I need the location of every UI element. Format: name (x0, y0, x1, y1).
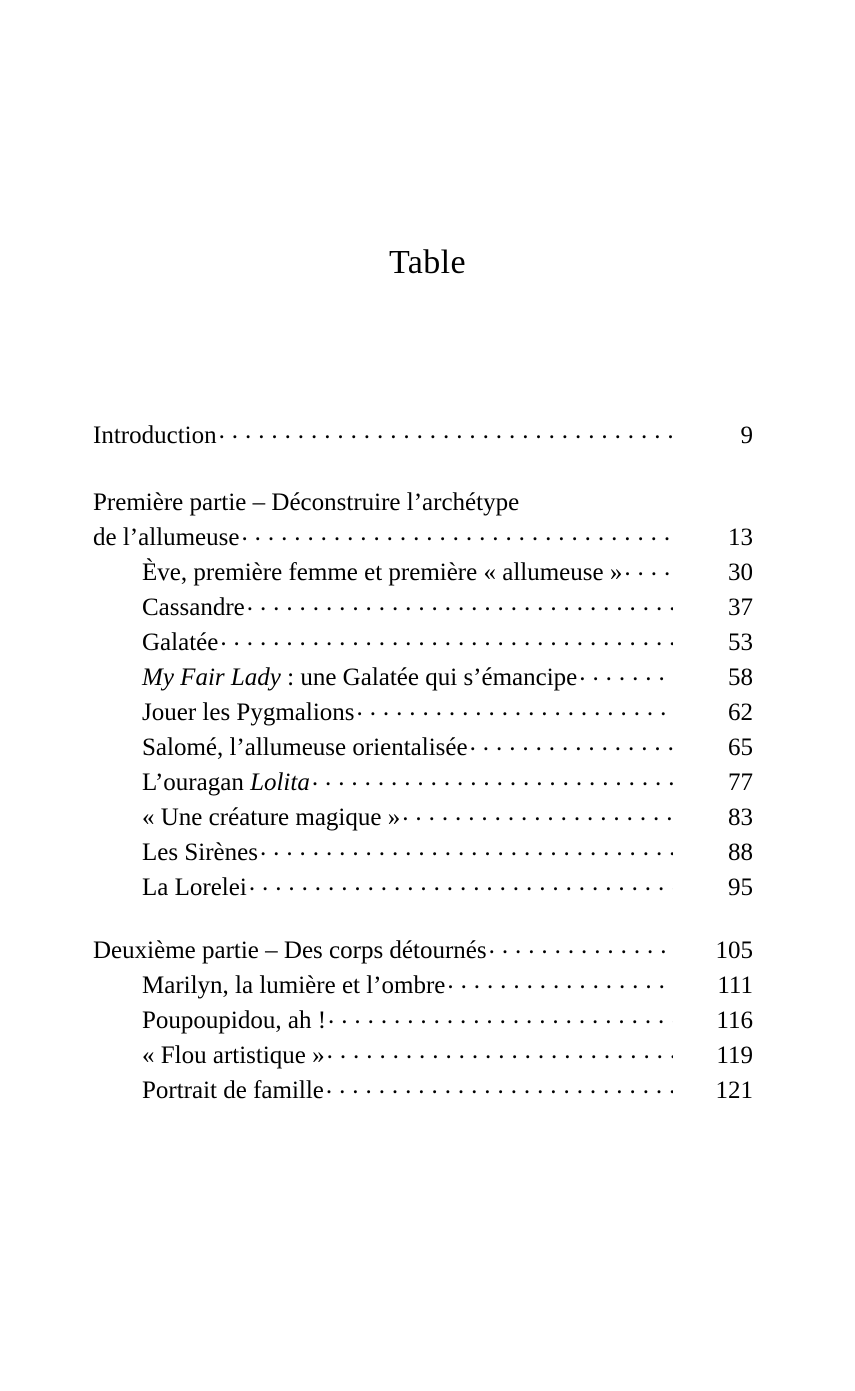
toc-entry-label: Deuxième partie – Des corps détournés (93, 937, 487, 964)
toc-entry-label (142, 661, 579, 695)
toc-entry-salome[interactable] (142, 730, 753, 765)
dot-leader (247, 590, 673, 615)
dot-leader (470, 730, 673, 755)
toc-entry-page-number: 88 (728, 839, 753, 866)
toc-entry-page-number: 30 (728, 559, 753, 586)
dot-leader (326, 1073, 673, 1098)
toc-entry-label: Cassandre (142, 594, 245, 621)
toc-entry-my-fair-lady[interactable] (142, 660, 753, 695)
dot-leader (447, 968, 673, 993)
toc-entry-label: Salomé, l’allumeuse orientalisée (142, 734, 468, 761)
section-gap (93, 905, 753, 933)
toc-entry-page-number: 65 (728, 734, 753, 761)
toc-entry-page-number: 105 (715, 937, 753, 964)
toc-entry-label: Ève, première femme et première « allumeuse » (142, 559, 623, 586)
dot-leader (624, 555, 673, 580)
toc-entry-une-creature-magique[interactable] (142, 800, 753, 835)
toc-entry-galatee[interactable] (142, 625, 753, 660)
dot-leader (241, 520, 673, 545)
toc-entry-poupoupidou[interactable] (142, 1003, 753, 1038)
dot-leader (327, 1038, 673, 1063)
dot-leader (220, 625, 673, 650)
toc-entry-label-prefix: L’ouragan (142, 769, 251, 796)
table-of-contents (93, 418, 753, 1108)
toc-entry-flou-artistique[interactable] (142, 1038, 753, 1073)
toc-entry-heading-second-line (93, 520, 753, 555)
toc-entry-page-number: 119 (716, 1042, 753, 1069)
toc-entry-page-number: 37 (728, 594, 753, 621)
toc-entry-label-line-2: de l’allumeuse (93, 524, 240, 551)
toc-entry-label (142, 766, 312, 800)
toc-entry-label: La Lorelei (142, 874, 247, 901)
toc-entry-page-number: 58 (728, 664, 753, 691)
dot-leader (249, 870, 673, 895)
toc-entry-page-number: 9 (740, 422, 753, 449)
toc-entry-la-lorelei[interactable] (142, 870, 753, 905)
toc-entry-label: « Une créature magique » (142, 804, 401, 831)
toc-entry-label: Jouer les Pygmalions (142, 699, 355, 726)
toc-entry-label: Poupoupidou, ah ! (142, 1007, 327, 1034)
dot-leader (489, 933, 673, 958)
toc-entry-page-number: 111 (717, 972, 753, 999)
toc-entry-page-number: 62 (728, 699, 753, 726)
toc-entry-label: Galatée (142, 629, 219, 656)
toc-entry-label-rest: : une Galatée qui s’émancipe (280, 664, 578, 691)
dot-leader (357, 695, 674, 720)
dot-leader (312, 765, 673, 790)
toc-entry-page-number: 53 (728, 629, 753, 656)
toc-entry-cassandre[interactable] (142, 590, 753, 625)
section-gap (93, 453, 753, 486)
dot-leader (260, 835, 673, 860)
toc-entry-label: Marilyn, la lumière et l’ombre (142, 972, 446, 999)
toc-entry-label: Les Sirènes (142, 839, 258, 866)
toc-entry-label-italic: My Fair Lady (142, 664, 281, 691)
toc-entry-les-sirenes[interactable] (142, 835, 753, 870)
toc-entry-eve[interactable] (142, 555, 753, 590)
toc-entry-page-number: 77 (728, 769, 753, 796)
page-title: Table (388, 244, 467, 281)
toc-entry-label: Portrait de famille (142, 1077, 324, 1104)
toc-entry-label-italic: Lolita (250, 769, 310, 796)
toc-entry-deuxieme-partie[interactable] (93, 933, 753, 968)
dot-leader (579, 660, 673, 685)
toc-entry-jouer-les-pygmalions[interactable] (142, 695, 753, 730)
dot-leader (219, 418, 673, 443)
toc-entry-page-number: 121 (715, 1077, 753, 1104)
toc-entry-portrait-de-famille[interactable] (142, 1073, 753, 1108)
toc-entry-marilyn[interactable] (142, 968, 753, 1003)
toc-entry-page-number: 83 (728, 804, 753, 831)
toc-entry-label-line-1: Première partie – Déconstruire l’archétype (93, 489, 520, 516)
toc-entry-page-number: 13 (728, 524, 753, 551)
toc-entry-page-number: 116 (716, 1007, 753, 1034)
toc-entry-introduction[interactable] (93, 418, 753, 453)
toc-entry-label: « Flou artistique » (142, 1042, 325, 1069)
toc-entry-premiere-partie[interactable] (93, 486, 753, 555)
dot-leader (328, 1003, 673, 1028)
toc-entry-louragan-lolita[interactable] (142, 765, 753, 800)
toc-entry-label: Introduction (93, 422, 217, 449)
dot-leader (402, 800, 673, 825)
toc-entry-page-number: 95 (728, 874, 753, 901)
